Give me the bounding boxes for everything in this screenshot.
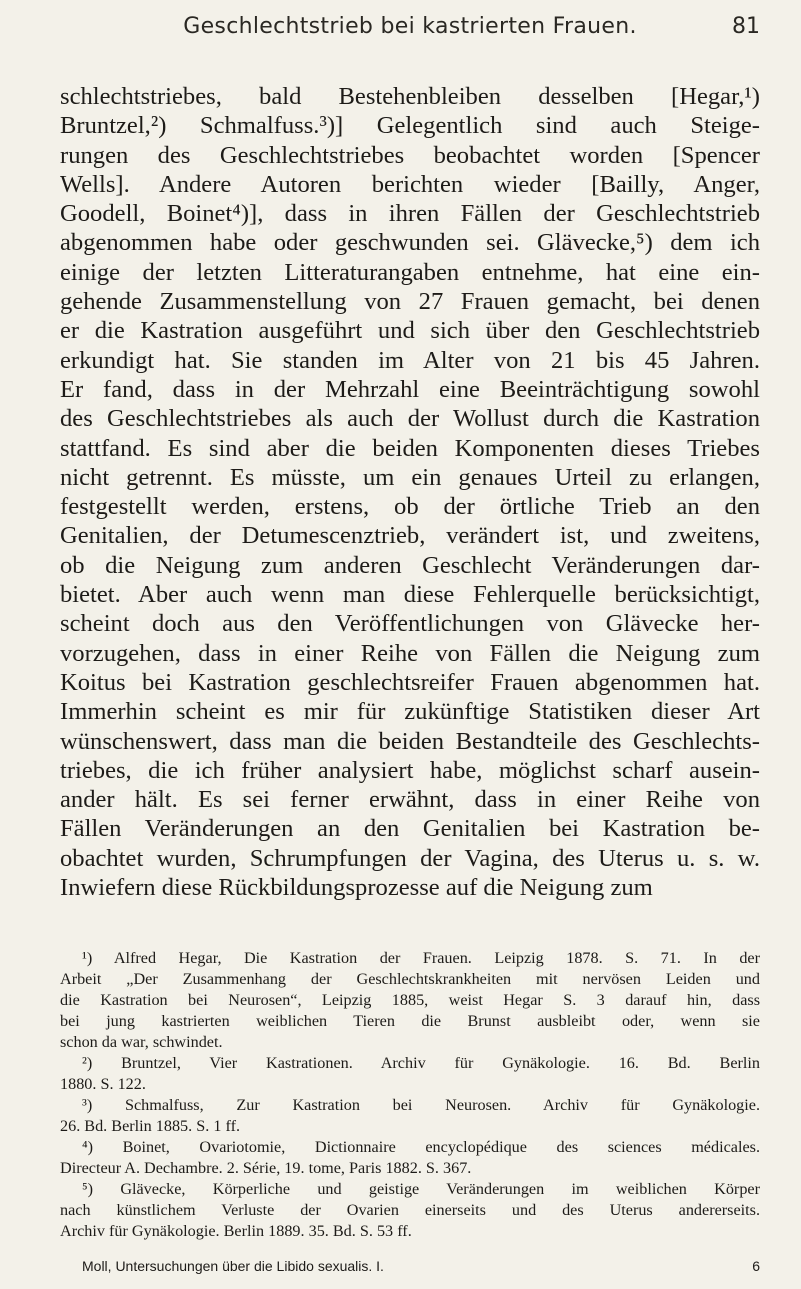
text-line: wünschenswert, dass man die beiden Bestandteile des Geschlechts- <box>60 727 760 755</box>
footnote-line: 26. Bd. Berlin 1885. S. 1 ff. <box>60 1117 241 1135</box>
footnote <box>60 1137 760 1179</box>
footnote <box>60 948 760 1053</box>
text-line: rungen des Geschlechtstriebes beobachtet worden [Spencer <box>60 141 760 169</box>
text-line: gehende Zusammenstellung von 27 Frauen gemacht, bei denen <box>60 288 760 316</box>
text-line: Immerhin scheint es mir für zukünftige Statistiken dieser Art <box>60 698 760 726</box>
text-line: des Geschlechtstriebes als auch der Wollust durch die Kastration <box>60 405 760 433</box>
text-line: triebes, die ich früher analysiert habe, möglichst scharf ausein- <box>60 756 760 784</box>
footnote-line: nach künstlichem Verluste der Ovarien einerseits und des Uterus andererseits. <box>60 1201 760 1219</box>
footnote-line: Directeur A. Dechambre. 2. Série, 19. tome, Paris 1882. S. 367. <box>60 1159 472 1177</box>
text-line: Inwiefern diese Rückbildungsprozesse auf die Neigung zum <box>60 874 653 902</box>
text-line: obachtet wurden, Schrumpfungen der Vagina, des Uterus u. s. w. <box>60 844 760 872</box>
footnote-line: ³) Schmalfuss, Zur Kastration bei Neurosen. Archiv für Gynäkologie. <box>82 1096 760 1114</box>
footnote-line: ¹) Alfred Hegar, Die Kastration der Frauen. Leipzig 1878. S. 71. In der <box>82 949 760 967</box>
text-line: schlechtstriebes, bald Bestehenbleiben desselben [Hegar,¹) <box>60 83 760 110</box>
text-line: Fällen Veränderungen an den Genitalien bei Kastration be- <box>60 815 760 843</box>
text-line: scheint doch aus den Veröffentlichungen von Glävecke her- <box>60 610 760 638</box>
text-line: stattfand. Es sind aber die beiden Komponenten dieses Triebes <box>60 434 760 462</box>
footnote <box>60 1095 760 1137</box>
text-line: Koitus bei Kastration geschlechtsreifer Frauen abgenommen hat. <box>60 668 760 696</box>
text-line: Bruntzel,²) Schmalfuss.³)] Gelegentlich sind auch Steige- <box>60 112 760 140</box>
page-number: 81 <box>732 14 760 39</box>
text-line: bietet. Aber auch wenn man diese Fehlerquelle berücksichtigt, <box>60 581 760 609</box>
text-line: ander hält. Es sei ferner erwähnt, dass in einer Reihe von <box>60 786 760 814</box>
footnote-line: ⁵) Glävecke, Körperliche und geistige Veränderungen im weiblichen Körper <box>82 1180 760 1198</box>
page-header <box>60 14 760 48</box>
footnote-line: schon da war, schwindet. <box>60 1033 223 1051</box>
text-line: abgenommen habe oder geschwunden sei. Glävecke,⁵) dem ich <box>60 229 760 257</box>
text-line: Er fand, dass in der Mehrzahl eine Beeinträchtigung sowohl <box>60 375 760 403</box>
footnote-line: Arbeit „Der Zusammenhang der Geschlechtskrankheiten mit nervösen Leiden und <box>60 970 760 988</box>
footnote <box>60 1179 760 1242</box>
footnote-line: Archiv für Gynäkologie. Berlin 1889. 35. Bd. S. 53 ff. <box>60 1222 412 1240</box>
footnote-line: die Kastration bei Neurosen“, Leipzig 1885, weist Hegar S. 3 darauf hin, dass <box>60 991 760 1009</box>
text-line: Wells]. Andere Autoren berichten wieder [Bailly, Anger, <box>60 170 760 198</box>
text-line: erkundigt hat. Sie standen im Alter von 21 bis 45 Jahren. <box>60 346 760 374</box>
footnote-line: ⁴) Boinet, Ovariotomie, Dictionnaire encyclopédique des sciences médicales. <box>82 1138 760 1156</box>
footnote <box>60 1053 760 1095</box>
text-line: Goodell, Boinet⁴)], dass in ihren Fällen der Geschlechtstrieb <box>60 200 760 228</box>
footnote-line: 1880. S. 122. <box>60 1075 146 1093</box>
running-title: Geschlechtstrieb bei kastrierten Frauen. <box>183 14 637 39</box>
text-line: vorzugehen, dass in einer Reihe von Fällen die Neigung zum <box>60 639 760 667</box>
text-line: einige der letzten Litteraturangaben entnehme, hat eine ein- <box>60 258 760 286</box>
footnotes <box>60 948 760 1242</box>
signature-title: Moll, Untersuchungen über die Libido sexualis. I. <box>82 1258 384 1274</box>
text-line: nicht getrennt. Es müsste, um ein genaues Urteil zu erlangen, <box>60 463 760 491</box>
text-line: er die Kastration ausgeführt und sich über den Geschlechtstrieb <box>60 317 760 345</box>
signature-line <box>82 1258 760 1278</box>
text-line: festgestellt werden, erstens, ob der örtliche Trieb an den <box>60 493 760 521</box>
text-line: Genitalien, der Detumescenztrieb, verändert ist, und zweitens, <box>60 522 760 550</box>
footnote-line: bei jung kastrierten weiblichen Tieren die Brunst ausbleibt oder, wenn sie <box>60 1012 760 1030</box>
body-text <box>60 82 760 902</box>
text-line: ob die Neigung zum anderen Geschlecht Veränderungen dar- <box>60 551 760 579</box>
footnote-line: ²) Bruntzel, Vier Kastrationen. Archiv für Gynäkologie. 16. Bd. Berlin <box>82 1054 760 1072</box>
signature-mark: 6 <box>752 1258 760 1274</box>
